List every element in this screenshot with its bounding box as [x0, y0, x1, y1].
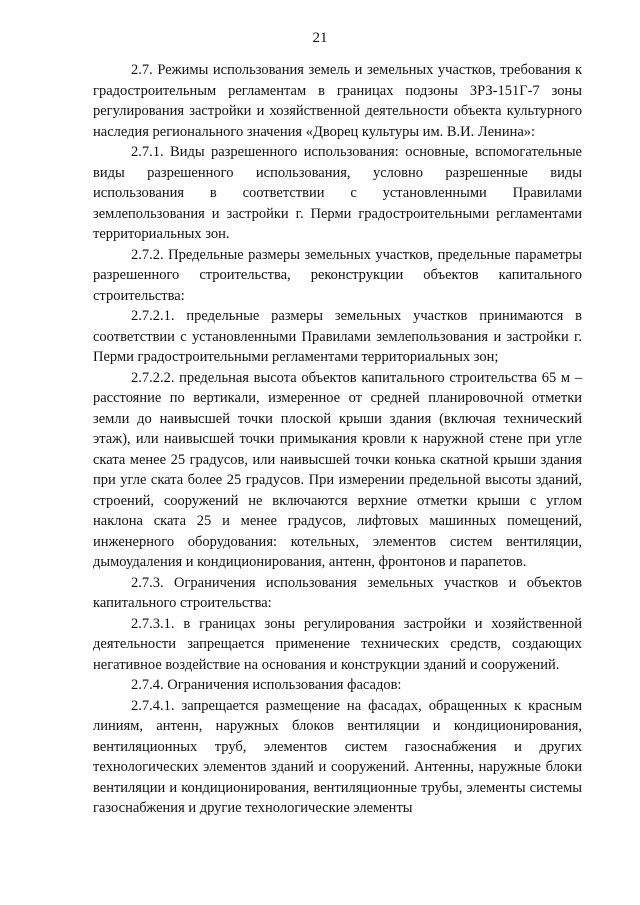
- page-number: 21: [312, 30, 328, 46]
- paragraph-2-7-3-1: 2.7.3.1. в границах зоны регулирования застройки и хозяйственной деятельности запрещается применение технических средств, создающих негативное воздействие на основания и конструкции зданий и сооружений.: [93, 615, 582, 673]
- paragraph-2-7-1: 2.7.1. Виды разрешенного использования: основные, вспомогательные виды разрешенного использования, условно разрешенные виды использования в соответствии с установленными Правилами землепользования и застройки г. Перми градостроительными регламентами территориальных зон.: [93, 144, 582, 242]
- paragraph-2-7-2-1: 2.7.2.1. предельные размеры земельных участков принимаются в соответствии с установленными Правилами землепользования и застройки г. Перми градостроительными регламентами территориальных зон;: [93, 308, 582, 365]
- paragraph-2-7: 2.7. Режимы использования земель и земельных участков, требования к градостроительным регламентам в границах подзоны ЗРЗ-151Г-7 зоны регулирования застройки и хозяйственной деятельности объекта культурного наследия регионального значения «Дворец культуры им. В.И. Ленина»:: [93, 62, 582, 140]
- paragraph-2-7-2-2: 2.7.2.2. предельная высота объектов капитального строительства 65 м – расстояние по вертикали, измеренное от средней планировочной отметки земли до наивысшей точки плоской крыши здания (включая технический этаж), или наивысшей точки примыкания кровли к наружной стене при угле ската менее 25 градусов, или наивысшей точки конька скатной крыши здания при угле ската более 25 градусов. При измерении предельной высоты зданий, строений, сооружений не включаются верхние отметки крыши с углом наклона ската 25 и менее градусов, лифтовых машинных помещений, инженерного оборудования: котельных, элементов систем вентиляции, дымоудаления и кондиционирования, антенн, фронтонов и парапетов.: [93, 369, 582, 570]
- paragraph-2-7-4-1: 2.7.4.1. запрещается размещение на фасадах, обращенных к красным линиям, антенн, наружных блоков вентиляции и кондиционирования, вентиляционных труб, элементов систем газоснабжения и других технологических элементов зданий и сооружений. Антенны, наружные блоки вентиляции и кондиционирования, вентиляционные трубы, элементы системы газоснабжения и другие технологические элементы: [93, 697, 582, 816]
- paragraph-2-7-2: 2.7.2. Предельные размеры земельных участков, предельные параметры разрешенного строительства, реконструкции объектов капитального строительства:: [93, 246, 582, 304]
- paragraph-2-7-4: 2.7.4. Ограничения использования фасадов:: [131, 677, 402, 693]
- document-body: [93, 60, 582, 819]
- paragraph-2-7-3: 2.7.3. Ограничения использования земельных участков и объектов капитального строительства:: [93, 574, 582, 611]
